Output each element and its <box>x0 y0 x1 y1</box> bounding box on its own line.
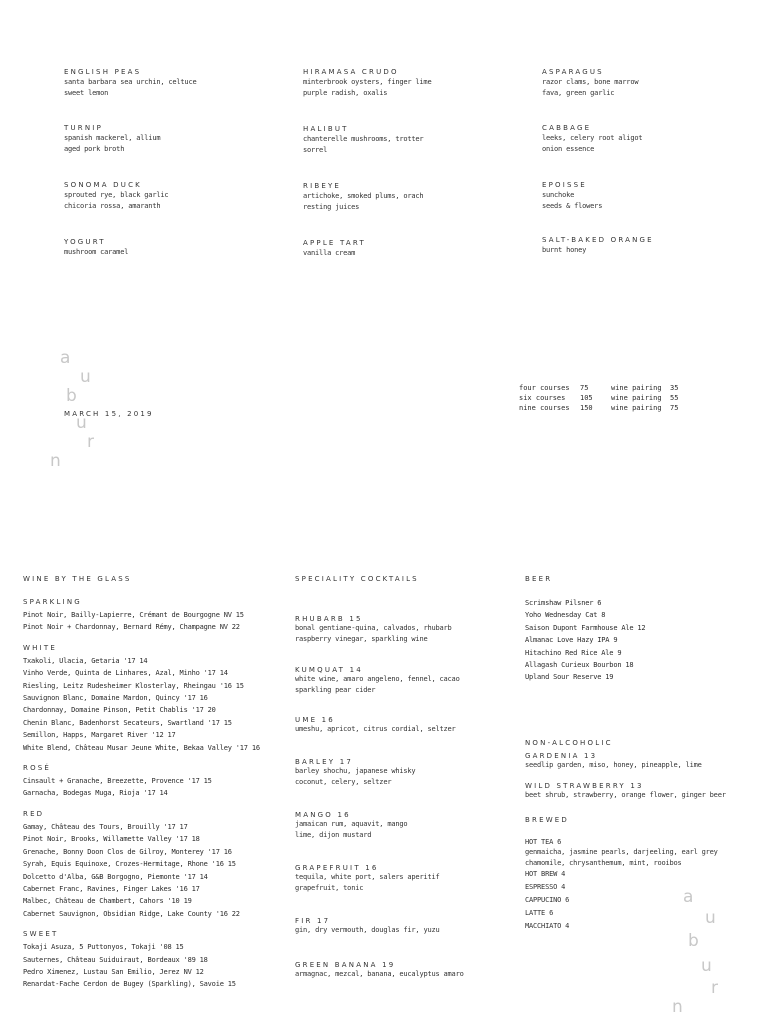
drink-desc: seedlip garden, miso, honey, pineapple, lime <box>525 760 702 769</box>
wine-item: Renardat-Fache Cerdon de Bugey (Sparkling), Savoie 15 <box>23 980 236 989</box>
brewed-item: HOT BREW 4 <box>525 870 566 879</box>
cocktail <box>295 811 535 864</box>
wine-item: Malbec, Château de Chambert, Cahors '10 19 <box>23 897 192 906</box>
logo-letter: n <box>50 451 61 471</box>
brewed-item: HOT TEA 6 <box>525 837 562 846</box>
wine-item: Txakoli, Ulacia, Getaria '17 14 <box>23 656 148 665</box>
dish-name: ENGLISH PEAS <box>64 68 142 76</box>
cocktail-desc: sparkling pear cider <box>295 686 376 694</box>
dish-desc: chicoria rossa, amaranth <box>64 202 161 210</box>
wine-item: Grenache, Bonny Doon Clos de Gilroy, Monterey '17 16 <box>23 847 232 856</box>
cocktail-price: 14 <box>349 666 363 674</box>
non-alcoholic-heading <box>525 782 760 790</box>
logo-letter: b <box>66 386 77 406</box>
drink-name: GARDENIA <box>525 751 580 760</box>
wine-item: Cabernet Franc, Ravines, Finger Lakes '16 17 <box>23 884 200 893</box>
beer-item: Yoho Wednesday Cat 8 <box>525 611 606 620</box>
wine-item: Garnacha, Bodegas Muga, Rioja '17 14 <box>23 789 168 798</box>
dish-desc: minterbrook oysters, finger lime <box>303 78 432 86</box>
dish-desc: chanterelle mushrooms, trotter <box>303 135 424 143</box>
cocktail <box>295 917 535 961</box>
wine-item: Pinot Noir, Bailly-Lapierre, Crémant de Bourgogne NV 15 <box>23 611 244 619</box>
dish-name: YOGURT <box>64 238 106 246</box>
dish-name: HIRAMASA CRUDO <box>303 68 399 76</box>
dish-name: SONOMA DUCK <box>64 181 142 189</box>
wine-item: Pinot Noir + Chardonnay, Bernard Rémy, Champagne NV 22 <box>23 623 240 632</box>
course-count: six courses <box>519 394 566 402</box>
cocktail-desc: barley shochu, japanese whisky <box>295 767 416 775</box>
logo-letter: n <box>672 997 683 1017</box>
pricing-row <box>519 393 719 403</box>
wine-item: Gamay, Château des Tours, Brouilly '17 17 <box>23 822 188 831</box>
dish <box>64 181 264 212</box>
wine-item: Pedro Ximenez, Lustau San Emilio, Jerez NV 12 <box>23 967 204 976</box>
logo-letter: a <box>60 348 71 368</box>
dish-name: RIBEYE <box>303 182 342 190</box>
dish-desc: mushroom caramel <box>64 248 129 256</box>
logo-letter: r <box>87 432 94 452</box>
non-alcoholic-item <box>525 782 760 801</box>
cocktail-heading <box>295 811 535 819</box>
dish-desc: sorrel <box>303 146 328 154</box>
dish-desc: seeds & flowers <box>542 202 603 210</box>
dish-desc: burnt honey <box>542 246 587 254</box>
course-price: 75 <box>580 384 589 392</box>
cocktail <box>295 864 535 917</box>
pricing-row <box>519 403 719 413</box>
cocktail-desc: white wine, amaro angeleno, fennel, cacao <box>295 675 460 683</box>
dish-desc: sprouted rye, black garlic <box>64 191 169 199</box>
wine-section-heading: RED <box>23 809 45 818</box>
cocktail-desc: coconut, celery, seltzer <box>295 778 392 786</box>
pairing-price: 75 <box>670 404 679 412</box>
cocktail-name: KUMQUAT <box>295 666 346 674</box>
dish <box>542 68 742 99</box>
dish <box>64 124 264 155</box>
cocktail-heading <box>295 615 535 623</box>
cocktail <box>295 758 535 811</box>
dish <box>542 124 742 155</box>
drink-price: 13 <box>630 781 644 790</box>
brewed-item: ESPRESSO 4 <box>525 883 566 892</box>
pairing-label: wine pairing <box>611 404 662 412</box>
dish-desc: sweet lemon <box>64 89 109 97</box>
cocktail-price: 15 <box>349 615 363 623</box>
dish-desc: artichoke, smoked plums, orach <box>303 192 424 200</box>
beer-title: BEER <box>525 575 553 583</box>
dish-desc: fava, green garlic <box>542 89 615 97</box>
cocktail <box>295 615 535 666</box>
cocktail-heading <box>295 917 535 925</box>
course-price: 150 <box>580 404 593 412</box>
cocktail-price: 16 <box>321 716 335 724</box>
pairing-label: wine pairing <box>611 394 662 402</box>
drink-desc: beet shrub, strawberry, orange flower, ginger beer <box>525 790 726 799</box>
dish-name: CABBAGE <box>542 124 592 132</box>
wine-column <box>23 575 263 991</box>
brewed-item: LATTE 6 <box>525 909 554 918</box>
drink-price: 13 <box>584 751 598 760</box>
cocktail-desc: raspberry vinegar, sparkling wine <box>295 635 428 643</box>
wine-item: Vinho Verde, Quinta de Linhares, Azal, Minho '17 14 <box>23 669 228 678</box>
dish <box>303 68 503 99</box>
wine-section-heading: SPARKLING <box>23 598 82 606</box>
beer-item: Hitachino Red Rice Ale 9 <box>525 648 622 657</box>
logo-letter: a <box>683 887 694 907</box>
wine-item: Sauvignon Blanc, Domaine Mardon, Quincy '17 16 <box>23 694 208 703</box>
cocktail-desc: grapefruit, tonic <box>295 884 364 892</box>
dish <box>303 182 503 213</box>
dish-desc: sunchoke <box>542 191 575 199</box>
cocktail-desc: umeshu, apricot, citrus cordial, seltzer <box>295 725 456 733</box>
course-count: nine courses <box>519 404 570 412</box>
dish-desc: spanish mackerel, allium <box>64 134 161 142</box>
cocktail-heading <box>295 864 535 872</box>
cocktail-name: UME <box>295 716 318 724</box>
brewed-title: BREWED <box>525 815 570 824</box>
wine-item: Tokaji Asuza, 5 Puttonyos, Tokaji '08 15 <box>23 943 184 952</box>
logo-letter: u <box>76 413 87 433</box>
cocktail-price: 16 <box>337 811 351 819</box>
dish <box>303 125 503 156</box>
cocktail <box>295 716 535 758</box>
dish-desc: santa barbara sea urchin, celtuce <box>64 78 197 86</box>
dish-name: SALT-BAKED ORANGE <box>542 236 654 244</box>
beer-item: Almanac Love Hazy IPA 9 <box>525 636 618 645</box>
pricing-table <box>519 383 719 413</box>
wine-item: Pinot Noir, Brooks, Willamette Valley '17 18 <box>23 835 200 844</box>
pairing-price: 35 <box>670 384 679 392</box>
brewed-item: MACCHIATO 4 <box>525 922 570 931</box>
cocktails-column <box>295 575 535 980</box>
cocktail-name: RHUBARB <box>295 615 345 623</box>
course-count: four courses <box>519 384 570 392</box>
dish-desc: vanilla cream <box>303 249 356 257</box>
cocktail-heading <box>295 961 535 969</box>
dish-name: TURNIP <box>64 124 103 132</box>
logo-letter: b <box>688 931 699 951</box>
cocktail-price: 17 <box>339 758 354 766</box>
wine-title: WINE BY THE GLASS <box>23 575 132 583</box>
cocktail-price: 17 <box>317 917 331 925</box>
wine-item: Dolcetto d'Alba, G&B Borgogno, Piemonte '17 14 <box>23 872 208 881</box>
wine-item: White Blend, Château Musar Jeune White, Bekaa Valley '17 16 <box>23 743 260 752</box>
cocktail-heading <box>295 666 535 674</box>
pairing-label: wine pairing <box>611 384 662 392</box>
wine-item: Chardonnay, Domaine Pinson, Petit Chablis '17 20 <box>23 706 216 715</box>
cocktail-heading <box>295 716 535 724</box>
cocktail-name: MANGO <box>295 811 333 819</box>
brewed-item: genmaicha, jasmine pearls, darjeeling, earl grey <box>525 848 718 857</box>
wine-section-heading: WHITE <box>23 643 57 652</box>
drink-name: WILD STRAWBERRY <box>525 781 626 790</box>
dish-desc: leeks, celery root aligot <box>542 134 643 142</box>
dish-name: HALIBUT <box>303 125 349 133</box>
logo-letter: u <box>80 367 91 387</box>
non-alcoholic-item <box>525 752 760 782</box>
cocktail-heading <box>295 758 535 766</box>
pricing-row <box>519 383 719 393</box>
dish-desc: aged pork broth <box>64 145 125 153</box>
wine-section-heading: SWEET <box>23 930 59 939</box>
beer-item: Saison Dupont Farmhouse Ale 12 <box>525 623 646 632</box>
menu-date: MARCH 15, 2019 <box>64 410 154 418</box>
non-alcoholic-heading <box>525 752 760 760</box>
wine-item: Cabernet Sauvignon, Obsidian Ridge, Lake County '16 22 <box>23 909 240 918</box>
cocktail-desc: jamaican rum, aquavit, mango <box>295 820 408 828</box>
brewed-item: chamomile, chrysanthemum, mint, rooibos <box>525 858 682 867</box>
beer-item: Upland Sour Reserve 19 <box>525 673 614 682</box>
dish-name: EPOISSE <box>542 181 587 189</box>
dish-desc: razor clams, bone marrow <box>542 78 639 86</box>
wine-item: Riesling, Leitz Rudesheimer Klosterlay, Rheingau '16 15 <box>23 681 244 690</box>
course-price: 105 <box>580 394 593 402</box>
cocktail-desc: tequila, white port, salers aperitif <box>295 873 440 881</box>
cocktail-name: GRAPEFRUIT <box>295 864 361 872</box>
cocktail <box>295 961 535 980</box>
cocktail-name: GREEN BANANA <box>295 961 378 969</box>
cocktail-price: 16 <box>365 864 379 872</box>
dish <box>542 236 742 256</box>
dish-desc: resting juices <box>303 203 360 211</box>
logo-letter: u <box>705 908 716 928</box>
cocktail-price: 19 <box>382 961 396 969</box>
beer-item: Scrimshaw Pilsner 6 <box>525 599 602 607</box>
logo-letter: r <box>711 978 718 998</box>
wine-item: Chenin Blanc, Badenhorst Secateurs, Swartland '17 15 <box>23 718 232 727</box>
dish <box>64 68 264 99</box>
dish <box>542 181 742 212</box>
dish-desc: onion essence <box>542 145 595 153</box>
dish <box>64 238 264 258</box>
logo-letter: u <box>701 956 712 976</box>
pairing-price: 55 <box>670 394 679 402</box>
cocktail-desc: bonal gentiane-quina, calvados, rhubarb <box>295 624 452 632</box>
cocktail-desc: armagnac, mezcal, banana, eucalyptus amaro <box>295 970 464 978</box>
wine-item: Syrah, Equis Equinoxe, Crozes-Hermitage, Rhone '16 15 <box>23 860 236 869</box>
wine-item: Cinsault + Granache, Breezette, Provence '17 15 <box>23 777 212 786</box>
wine-item: Sauternes, Château Suiduiraut, Bordeaux '89 18 <box>23 955 208 964</box>
dish-desc: purple radish, oxalis <box>303 89 388 97</box>
cocktails-title: SPECIALITY COCKTAILS <box>295 575 419 583</box>
cocktail-name: FIR <box>295 917 313 925</box>
dish <box>303 239 503 259</box>
wine-item: Semillon, Happs, Margaret River '12 17 <box>23 731 176 740</box>
dish-name: APPLE TART <box>303 239 366 247</box>
cocktail-name: BARLEY <box>295 758 336 766</box>
cocktail <box>295 666 535 716</box>
beer-item: Allagash Curieux Bourbon 18 <box>525 661 634 670</box>
cocktail-desc: lime, dijon mustard <box>295 831 372 839</box>
cocktail-desc: gin, dry vermouth, douglas fir, yuzu <box>295 926 440 934</box>
brewed-item: CAPPUCINO 6 <box>525 896 570 905</box>
non-alcoholic-title: NON-ALCOHOLIC <box>525 738 613 747</box>
drinks-column <box>525 575 760 933</box>
dish-name: ASPARAGUS <box>542 68 604 76</box>
wine-section-heading: ROSÉ <box>23 764 52 773</box>
